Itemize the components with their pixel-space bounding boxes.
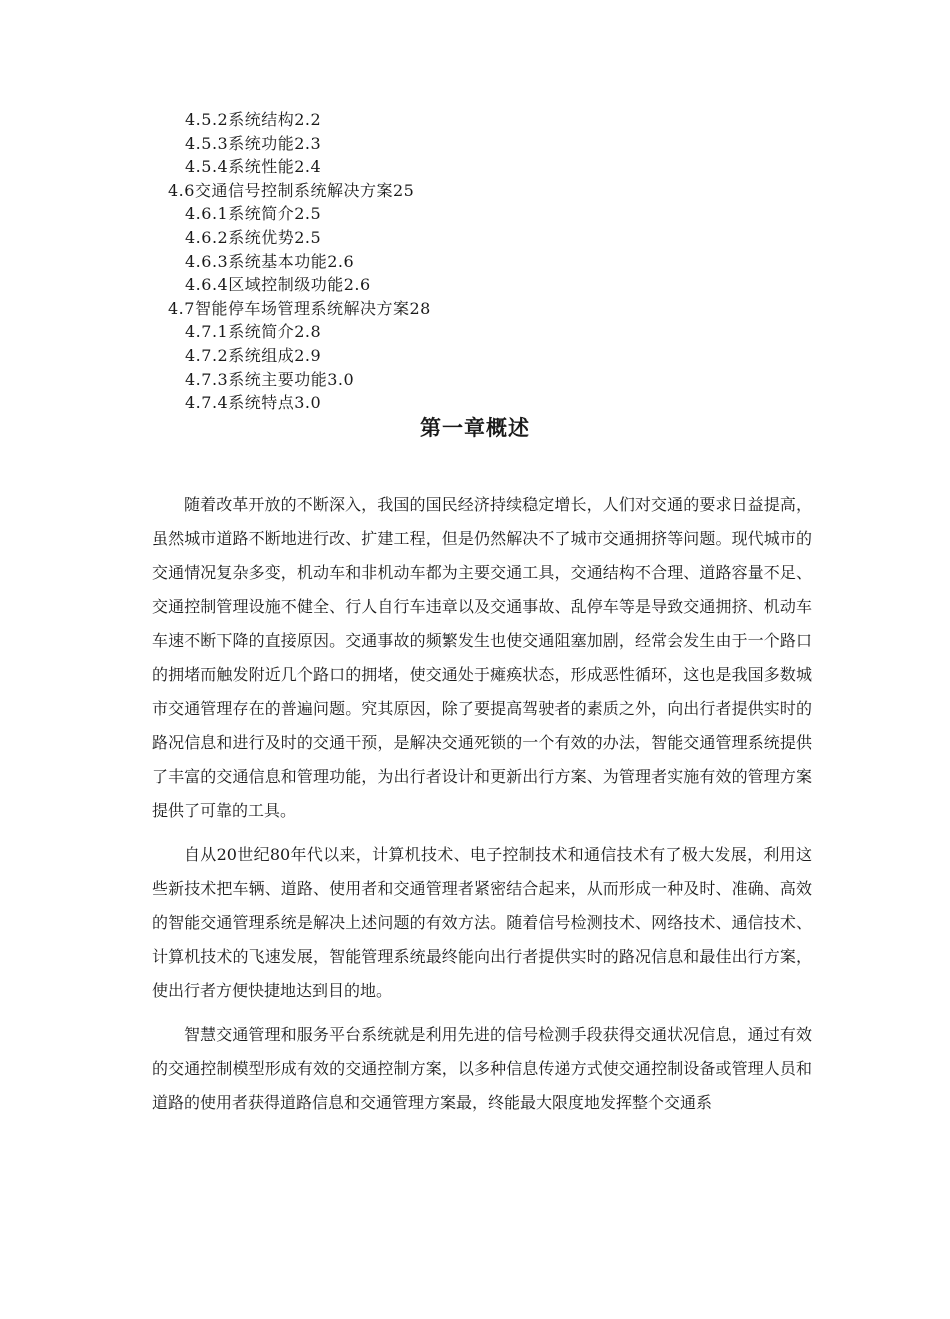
toc-entry: 4.5.2系统结构2.2 — [185, 110, 322, 129]
paragraph: 智慧交通管理和服务平台系统就是利用先进的信号检测手段获得交通状况信息，通过有效的交通控制模型形成有效的交通控制方案，以多种信息传递方式使交通控制设备或管理人员和道路的使用者获得道路信息和交通管理方案最，终能最大限度地发挥整个交通系 — [152, 1025, 812, 1112]
toc-entry: 4.6.2系统优势2.5 — [185, 227, 322, 247]
paragraph: 自从20世纪80年代以来，计算机技术、电子控制技术和通信技术有了极大发展，利用这些新技术把车辆、道路、使用者和交通管理者紧密结合起来，从而形成一种及时、准确、高效的智能交通管理系统是解决上述问题的有效方法。随着信号检测技术、网络技术、通信技术、计算机技术的飞速发展，智能管理系统最终能向出行者提供实时的路况信息和最佳出行方案，使出行者方便快捷地达到目的地。 — [152, 845, 812, 1000]
toc-entry: 4.7.2系统组成2.9 — [185, 345, 322, 365]
toc-entry: 4.7智能停车场管理系统解决方案28 — [168, 298, 431, 318]
toc-entry: 4.5.4系统性能2.4 — [185, 157, 322, 177]
table-of-contents — [0, 108, 950, 415]
chapter-title: 第一章概述 — [420, 416, 530, 440]
toc-entry: 4.6.4区域控制级功能2.6 — [185, 275, 371, 295]
toc-entry: 4.7.4系统特点3.0 — [185, 393, 322, 413]
toc-entry: 4.7.3系统主要功能3.0 — [185, 369, 355, 389]
toc-entry: 4.7.1系统简介2.8 — [185, 322, 322, 342]
body-text — [152, 488, 812, 1130]
toc-entry: 4.6.1系统简介2.5 — [185, 204, 322, 224]
toc-entry: 4.6.3系统基本功能2.6 — [185, 251, 355, 271]
toc-entry: 4.5.3系统功能2.3 — [185, 133, 322, 153]
paragraph: 随着改革开放的不断深入，我国的国民经济持续稳定增长，人们对交通的要求日益提高，虽然城市道路不断地进行改、扩建工程，但是仍然解决不了城市交通拥挤等问题。现代城市的交通情况复杂多变，机动车和非机动车都为主要交通工具，交通结构不合理、道路容量不足、交通控制管理设施不健全、行人自行车违章以及交通事故、乱停车等是导致交通拥挤、机动车车速不断下降的直接原因。交通事故的频繁发生也使交通阻塞加剧，经常会发生由于一个路口的拥堵而触发附近几个路口的拥堵，使交通处于瘫痪状态，形成恶性循环，这也是我国多数城市交通管理存在的普遍问题。究其原因，除了要提高驾驶者的素质之外，向出行者提供实时的路况信息和进行及时的交通干预，是解决交通死锁的一个有效的办法，智能交通管理系统提供了丰富的交通信息和管理功能，为出行者设计和更新出行方案、为管理者实施有效的管理方案提供了可靠的工具。 — [152, 495, 812, 820]
toc-entry: 4.6交通信号控制系统解决方案25 — [168, 180, 415, 200]
